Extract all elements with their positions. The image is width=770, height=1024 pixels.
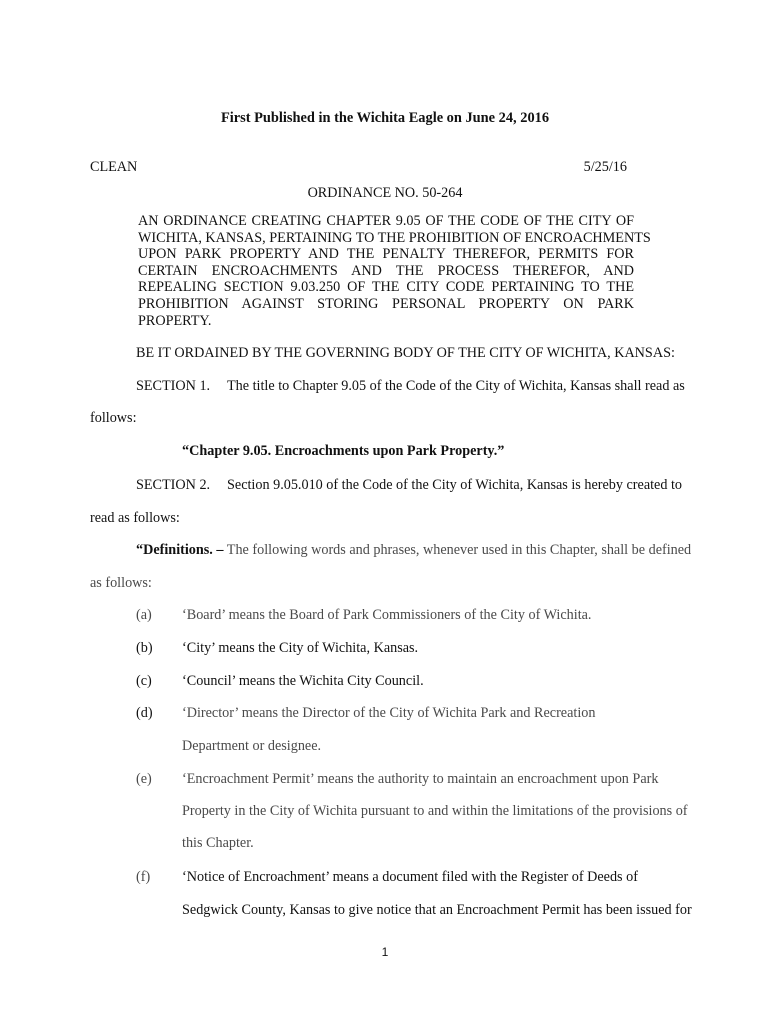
definition-c-label: (c) — [136, 673, 152, 689]
definition-c-text: ‘Council’ means the Wichita City Council. — [182, 673, 424, 689]
definition-d-text: ‘Director’ means the Director of the City of Wichita Park and Recreation — [182, 705, 596, 721]
definition-f-label: (f) — [136, 869, 151, 885]
definitions-heading: “Definitions. – — [136, 542, 224, 558]
version-label: CLEAN — [90, 159, 138, 175]
caption-line: PROHIBITION AGAINST STORING PERSONAL PROPERTY ON PARK — [138, 295, 634, 312]
draft-date: 5/25/16 — [583, 159, 627, 175]
definitions-paragraph — [136, 542, 691, 559]
section-1-label: SECTION 1. — [136, 378, 211, 394]
definition-d-label: (d) — [136, 705, 153, 721]
definition-e-text-continuation: this Chapter. — [182, 835, 254, 851]
definition-a-text: ‘Board’ means the Board of Park Commissioners of the City of Wichita. — [182, 607, 592, 623]
caption-line: AN ORDINANCE CREATING CHAPTER 9.05 OF THE CODE OF THE CITY OF — [138, 213, 634, 229]
definition-d-text-continuation: Department or designee. — [182, 738, 322, 754]
ordinance-caption — [138, 213, 651, 329]
section-1-continuation: follows: — [90, 410, 137, 426]
publication-notice: First Published in the Wichita Eagle on June 24, 2016 — [220, 110, 550, 126]
page-number: 1 — [381, 945, 389, 959]
definition-b-label: (b) — [136, 640, 153, 656]
enacting-clause: BE IT ORDAINED BY THE GOVERNING BODY OF THE CITY OF WICHITA, KANSAS: — [136, 345, 675, 361]
caption-line: PROPERTY. — [138, 312, 212, 329]
section-2-text: Section 9.05.010 of the Code of the City of Wichita, Kansas is hereby created to — [227, 477, 683, 493]
section-2-label: SECTION 2. — [136, 477, 211, 493]
chapter-title: “Chapter 9.05. Encroachments upon Park Property.” — [182, 443, 505, 459]
caption-line: WICHITA, KANSAS, PERTAINING TO THE PROHIBITION OF ENCROACHMENTS — [138, 229, 651, 246]
section-2-continuation: read as follows: — [90, 510, 180, 526]
caption-line: CERTAIN ENCROACHMENTS AND THE PROCESS THEREFOR, AND — [138, 262, 634, 279]
definition-f-text-continuation: Sedgwick County, Kansas to give notice that an Encroachment Permit has been issued for — [182, 902, 692, 918]
definitions-intro-continuation: as follows: — [90, 575, 152, 591]
definition-e-text-continuation: Property in the City of Wichita pursuant to and within the limitations of the provisions of — [182, 803, 688, 819]
ordinance-number: ORDINANCE NO. 50-264 — [307, 185, 463, 201]
definitions-intro: The following words and phrases, whenever used in this Chapter, shall be defined — [223, 542, 692, 558]
definition-e-label: (e) — [136, 771, 152, 787]
definition-e-text: ‘Encroachment Permit’ means the authority to maintain an encroachment upon Park — [182, 771, 659, 787]
definition-a-label: (a) — [136, 607, 152, 623]
definition-f-text: ‘Notice of Encroachment’ means a document filed with the Register of Deeds of — [182, 869, 638, 885]
caption-line: UPON PARK PROPERTY AND THE PENALTY THEREFOR, PERMITS FOR — [138, 246, 634, 263]
caption-line: REPEALING SECTION 9.03.250 OF THE CITY CODE PERTAINING TO THE — [138, 279, 634, 296]
definition-b-text: ‘City’ means the City of Wichita, Kansas. — [182, 640, 419, 656]
section-1-text: The title to Chapter 9.05 of the Code of the City of Wichita, Kansas shall read as — [227, 378, 685, 394]
